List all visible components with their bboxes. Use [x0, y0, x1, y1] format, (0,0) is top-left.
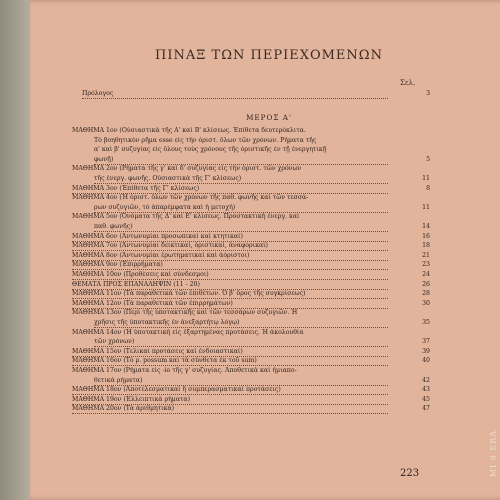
page-gutter [0, 0, 34, 500]
toc-page-number: 24 [422, 271, 430, 278]
toc-entry: παθ. φωνῆς) [94, 223, 388, 232]
column-label: Σελ. [400, 79, 416, 87]
toc-entry: α' καὶ β' συζυγίας εἰς ὅλους τοὺς χρόνους τῆς ὁριστικῆς ἐν τῇ ἐνεργητικῇ [94, 146, 327, 154]
toc-entry: ΜΑΘΗΜΑ 18ον (Ἀποτελεσματικαὶ ἢ συμπερασματικαὶ προτάσεις) [72, 386, 388, 395]
toc-entry: Τὸ βοηθητικὸν ρῆμα esse εἰς τὴν ὁριστ. ὅλων τῶν χρόνων. Ρήματα τῆς [94, 136, 317, 144]
watermark-text: MI 9 ERA [489, 430, 498, 478]
toc-page-number: 23 [422, 261, 430, 269]
document-page [30, 0, 500, 500]
toc-page-number: 11 [422, 203, 430, 211]
toc-entry: τῆς ἐνεργ. φωνῆς. Οὐσιαστικὰ τῆς Γ' κλίσεως) [94, 175, 388, 184]
toc-entry: ΜΑΘΗΜΑ 4ον (Ἡ ὁριστ. ὅλων τῶν χρόνων τῆς παθ. φωνῆς καὶ τῶν τεσσά- [72, 194, 309, 202]
toc-entry: ΜΑΘΗΜΑ 6ον (Ἀντωνυμίαι προσωπικαὶ καὶ κτητικαί) [72, 233, 388, 242]
toc-page-number: 28 [422, 290, 430, 298]
toc-page-number: 14 [422, 223, 430, 230]
toc-entry: χρῆσις τῆς ὑποτακτικῆς ἐν ἀνεξαρτήτῳ λόγῳ) [94, 319, 388, 328]
toc-entry: ΜΑΘΗΜΑ 1ον (Οὐσιαστικὰ τῆς Α' καὶ Β' κλίσεως. Ἐπίθετα δευτερόκλιτα. [72, 127, 306, 134]
toc-entry: ΜΑΘΗΜΑ 17ον (Ρήματα εἰς -io τῆς γ' συζυγίας. Ἀποθετικὰ καὶ ἡμιαπο- [72, 367, 297, 374]
toc-entry: φωνῇ) [94, 156, 388, 165]
prologue-line: Πρόλογος [82, 90, 388, 99]
toc-page-number: 39 [422, 347, 430, 355]
toc-entry: ΜΑΘΗΜΑ 2ον (Ρήματα τῆς γ' καὶ δ' συζυγίας εἰς τὴν ὁριστ. τῶν χρόνων [72, 165, 302, 173]
toc-entry: ΜΑΘΗΜΑ 9ον (Ἐπιρρήματα) [72, 261, 388, 270]
page-number: 223 [400, 468, 420, 479]
toc-entry: ΜΑΘΗΜΑ 8ον (Ἀντωνυμίαι ἐρωτηματικαὶ καὶ ἀόριστοι) [72, 252, 388, 261]
toc-entry: ΜΑΘΗΜΑ 19ον (Ἐλλειπτικὰ ρήματα) [72, 396, 388, 405]
toc-page-number: 47 [422, 405, 430, 413]
toc-page-number: 26 [422, 280, 430, 288]
toc-entry: θετικὰ ρήματα) [94, 377, 388, 386]
toc-entry: ΜΑΘΗΜΑ 3ον (Ἐπίθετα τῆς Γ' κλίσεως) [72, 185, 388, 194]
prologue-page: 3 [426, 90, 430, 97]
toc-entry: ΜΑΘΗΜΑ 13ον (Περὶ τῆς ὑποτακτικῆς καὶ τῶν τεσσάρων συζυγιῶν. Ἡ [72, 309, 298, 317]
toc-page-number: 11 [422, 175, 430, 182]
toc-entry: ΜΑΘΗΜΑ 10ον (Προθέσεις καὶ σύνδεσμοι) [72, 271, 388, 280]
part-title: ΜΕΡΟΣ Α' [246, 113, 292, 122]
toc-entry: ΜΑΘΗΜΑ 11ον (Τὰ παραθετικὰ τῶν ἐπιθέτων. Ὁ β' ὅρος τῆς συγκρίσεως) [72, 290, 388, 299]
toc-page-number: 21 [422, 251, 430, 259]
toc-page-number: 45 [422, 395, 430, 403]
toc-page-number: 35 [422, 319, 430, 326]
toc-entry: ΜΑΘΗΜΑ 20ον (Τὰ ἀριθμητικά) [72, 405, 388, 414]
toc-entry: ρων συζυγιῶν, τὸ ἀπαρέμφατα καὶ ἡ μετοχή) [94, 204, 388, 213]
page-title: ΠΙΝΑΞ ΤΩΝ ΠΕΡΙΕΧΟΜΕΝΩΝ [155, 48, 383, 63]
toc-page-number: 30 [422, 299, 430, 307]
toc-page-number: 5 [426, 155, 430, 163]
toc-page-number: 18 [422, 242, 430, 250]
toc-page-number: 37 [422, 338, 430, 346]
toc-page-number: 42 [422, 376, 430, 384]
toc-page-number: 8 [426, 184, 430, 192]
toc-page-number: 16 [422, 232, 430, 240]
toc-entry: ΜΑΘΗΜΑ 12ον (Τὰ παραθετικὰ τῶν ἐπιρρημάτων) [72, 300, 388, 309]
toc-page-number: 40 [422, 357, 430, 365]
toc-page-number: 43 [422, 386, 430, 394]
toc-entry: ΘΕΜΑΤΑ ΠΡΟΣ ΕΠΑΝΑΛΗΨΙΝ (11 - 20) [72, 281, 388, 290]
toc-entry: ΜΑΘΗΜΑ 15ον (Τελικαὶ προτάσεις καὶ ἐνδοιαστικαί) [72, 348, 388, 357]
toc-entry: ΜΑΘΗΜΑ 16ον (Τὸ ρ. possum καὶ τὰ σύνθετα ἐκ τοῦ sum) [72, 357, 388, 366]
toc-entry: ΜΑΘΗΜΑ 14ον (Ἡ ὑποτακτικὴ εἰς ἐξαρτημένας προτάσεις. Ἡ ἀκολουθία [72, 328, 304, 336]
toc-entry: ΜΑΘΗΜΑ 5ον (Ὀνόματα τῆς Δ' καὶ Ε' κλίσεως. Προστακτικὴ ἐνεργ. καὶ [72, 213, 300, 221]
toc-entry: ΜΑΘΗΜΑ 7ον (Ἀντωνυμίαι δεικτικαί, ὁριστικαί, ἀναφορικαί) [72, 242, 388, 251]
toc-entry: τῶν χρόνων) [94, 338, 388, 347]
